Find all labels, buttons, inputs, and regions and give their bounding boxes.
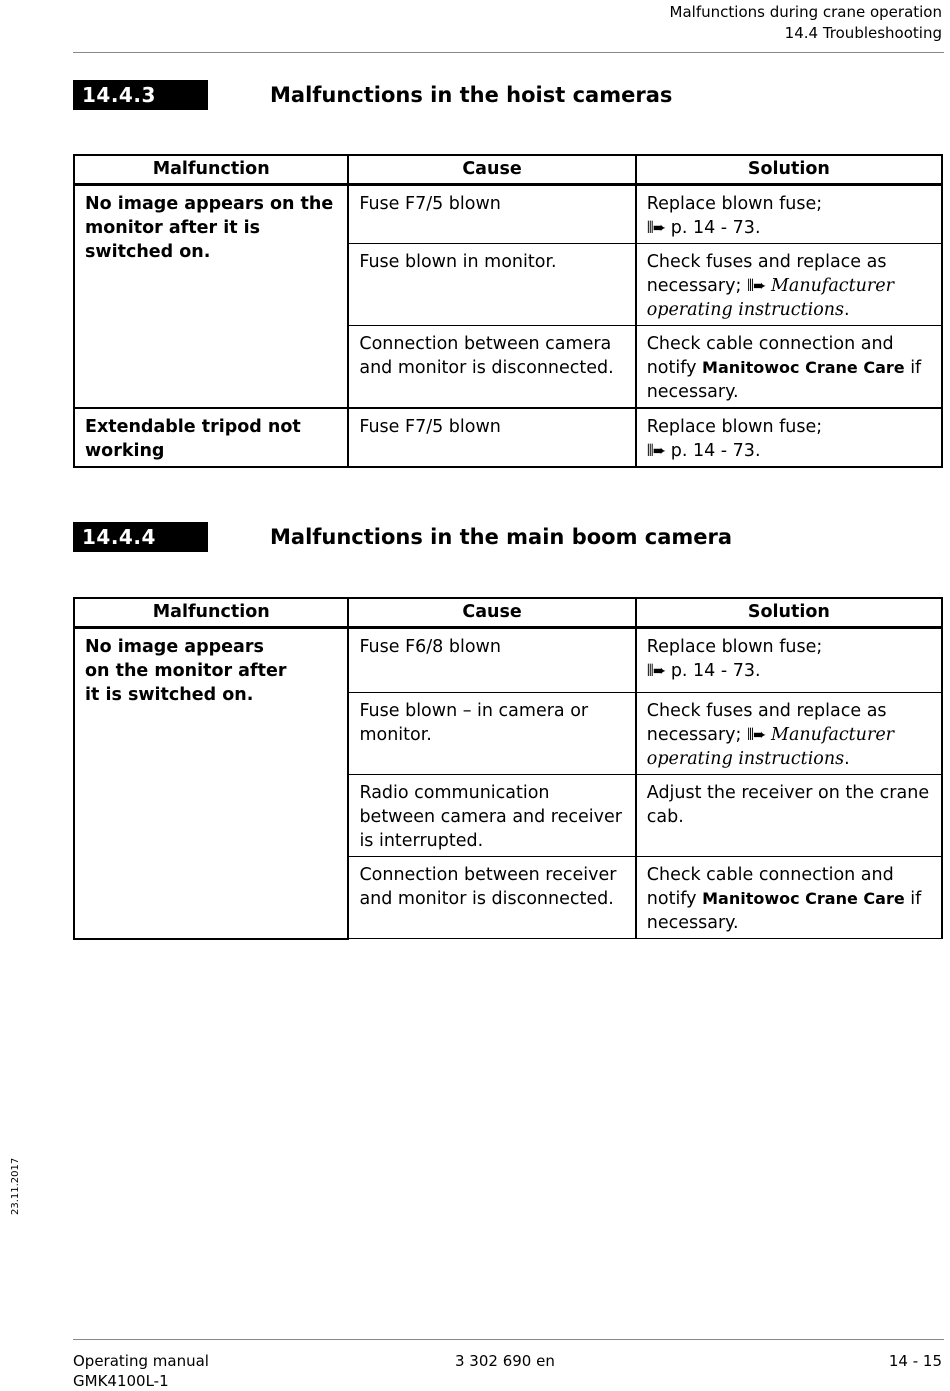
page-header bbox=[670, 2, 942, 44]
table-row bbox=[74, 628, 942, 693]
brand-name: Manitowoc Crane Care bbox=[702, 889, 905, 908]
reference-arrow-icon: ⦀➨ bbox=[646, 661, 666, 680]
table-row bbox=[74, 185, 942, 244]
column-header-cause: Cause bbox=[348, 155, 635, 185]
column-header-solution: Solution bbox=[636, 598, 942, 628]
solution-cell bbox=[636, 185, 942, 244]
revision-date: 23.11.2017 bbox=[10, 1157, 21, 1215]
hoist-camera-troubleshooting-table bbox=[73, 154, 943, 468]
reference-end: . bbox=[844, 749, 850, 769]
footer-manual-title: Operating manual bbox=[73, 1352, 209, 1370]
solution-text: Check cable connection and notify bbox=[646, 865, 894, 909]
section-title: Malfunctions in the hoist cameras bbox=[270, 83, 673, 107]
solution-end: if necessary. bbox=[646, 358, 922, 402]
solution-cell bbox=[636, 244, 942, 326]
footer-model: GMK4100L-1 bbox=[73, 1372, 169, 1390]
reference-end: . bbox=[844, 300, 850, 320]
solution-end: if necessary. bbox=[646, 889, 922, 933]
section-number: 14.4.3 bbox=[73, 80, 208, 110]
solution-text: Check fuses and replace as necessary; bbox=[646, 701, 887, 745]
solution-text: Replace blown fuse; bbox=[646, 417, 823, 437]
cause-cell: Connection between receiver and monitor is disconnected. bbox=[348, 857, 635, 939]
header-section: 14.4 Troubleshooting bbox=[784, 24, 942, 42]
solution-text: Replace blown fuse; bbox=[646, 194, 823, 214]
header-chapter: Malfunctions during crane operation bbox=[669, 3, 942, 21]
malfunction-cell: Extendable tripod not working bbox=[74, 408, 348, 467]
column-header-malfunction: Malfunction bbox=[74, 155, 348, 185]
manual-reference-link[interactable]: Manufacturer operating instructions bbox=[646, 725, 895, 769]
malfunction-cell: No image appears on the monitor after it is switched on. bbox=[74, 628, 348, 939]
solution-cell bbox=[636, 408, 942, 467]
footer-page-number: 14 - 15 bbox=[888, 1352, 942, 1370]
cause-cell: Fuse blown – in camera or monitor. bbox=[348, 693, 635, 775]
reference-arrow-icon: ⦀➨ bbox=[746, 276, 766, 295]
malfunction-cell: No image appears on the monitor after it is switched on. bbox=[74, 185, 348, 409]
header-divider bbox=[73, 52, 944, 53]
page-reference-link[interactable]: p. 14 - 73. bbox=[670, 661, 761, 681]
cause-cell: Connection between camera and monitor is disconnected. bbox=[348, 326, 635, 409]
section-number: 14.4.4 bbox=[73, 522, 208, 552]
table-row bbox=[74, 408, 942, 467]
cause-cell: Fuse F7/5 blown bbox=[348, 185, 635, 244]
solution-cell: Adjust the receiver on the crane cab. bbox=[636, 775, 942, 857]
manual-reference-link[interactable]: Manufacturer operating instructions bbox=[646, 276, 894, 320]
column-header-malfunction: Malfunction bbox=[74, 598, 348, 628]
solution-cell bbox=[636, 628, 942, 693]
cause-cell: Fuse F6/8 blown bbox=[348, 628, 635, 693]
page-reference-link[interactable]: p. 14 - 73. bbox=[670, 218, 761, 238]
brand-name: Manitowoc Crane Care bbox=[702, 358, 905, 377]
solution-text: Replace blown fuse; bbox=[646, 637, 823, 657]
solution-text: Check fuses and replace as necessary; bbox=[646, 252, 887, 296]
footer-manual-info bbox=[73, 1351, 209, 1391]
cause-cell: Fuse F7/5 blown bbox=[348, 408, 635, 467]
solution-cell bbox=[636, 693, 942, 775]
reference-arrow-icon: ⦀➨ bbox=[646, 441, 666, 460]
cause-cell: Fuse blown in monitor. bbox=[348, 244, 635, 326]
solution-cell bbox=[636, 326, 942, 409]
footer-divider bbox=[73, 1339, 944, 1340]
reference-arrow-icon: ⦀➨ bbox=[646, 218, 666, 237]
reference-arrow-icon: ⦀➨ bbox=[747, 725, 766, 744]
table-header-row bbox=[74, 598, 942, 628]
footer-document-number: 3 302 690 en bbox=[455, 1352, 555, 1370]
cause-cell: Radio communication between camera and receiver is interrupted. bbox=[348, 775, 635, 857]
table-header-row bbox=[74, 155, 942, 185]
solution-text: Check cable connection and notify bbox=[646, 334, 894, 378]
section-title: Malfunctions in the main boom camera bbox=[270, 525, 733, 549]
page-reference-link[interactable]: p. 14 - 73. bbox=[670, 441, 761, 461]
solution-cell bbox=[636, 857, 942, 939]
main-boom-camera-troubleshooting-table bbox=[73, 597, 943, 940]
column-header-cause: Cause bbox=[348, 598, 635, 628]
column-header-solution: Solution bbox=[636, 155, 942, 185]
